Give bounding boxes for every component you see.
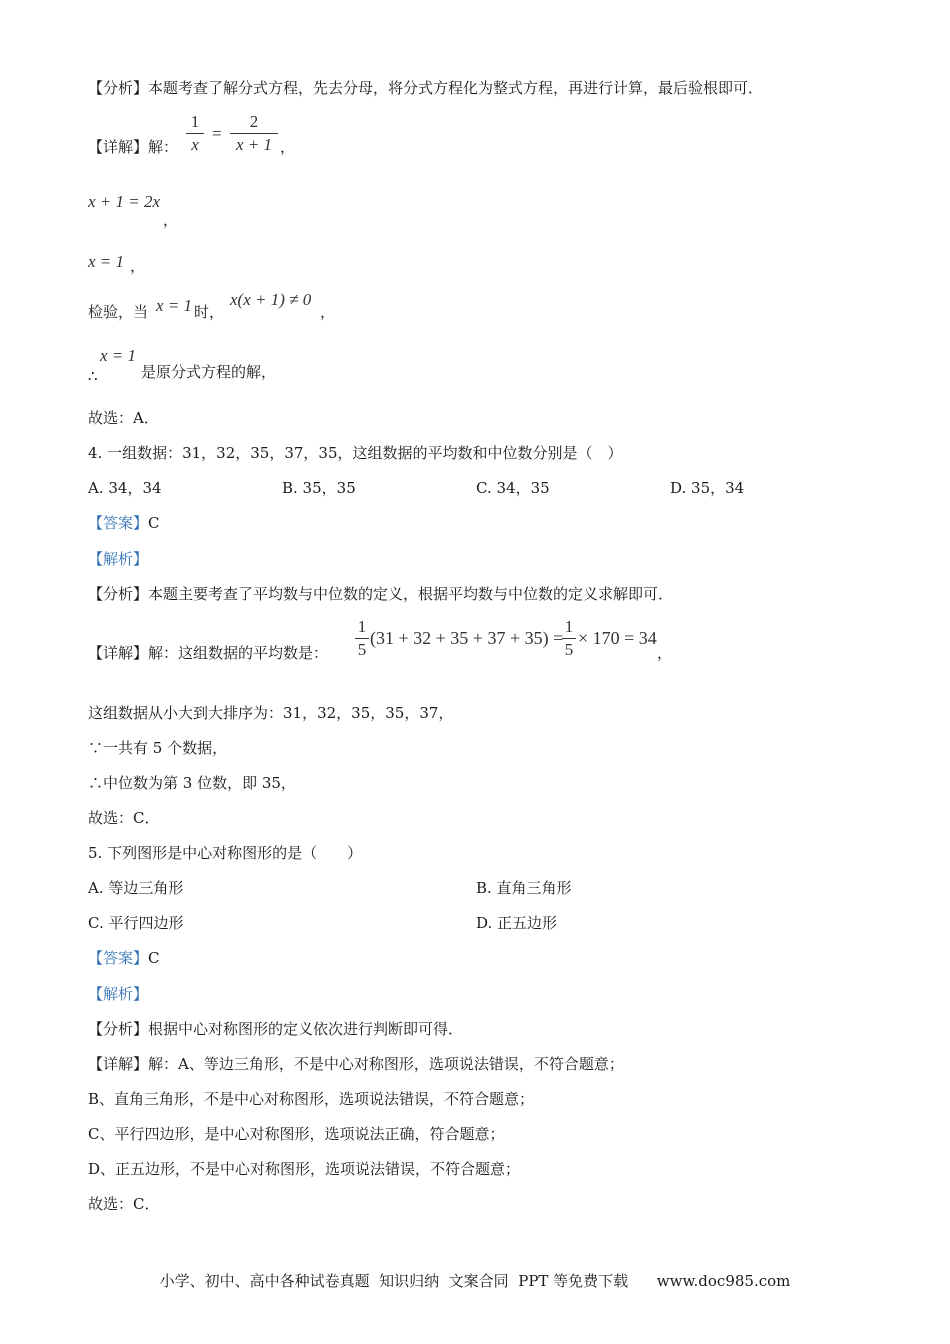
analysis-tag: 【分析】 (88, 79, 149, 97)
detail-prefix: 解： (148, 138, 179, 156)
analysis-tag: 【分析】 (88, 1020, 149, 1038)
answer-tag: 【答案】 (88, 514, 149, 532)
q3-choose: 故选：A． (88, 409, 159, 427)
q4-option-d: D. 35，34 (670, 479, 745, 497)
step-equation-2: x + 1 = 2x (88, 192, 161, 211)
step-equation-3: x = 1 (88, 252, 125, 271)
q4-option-c: C. 34，35 (476, 479, 550, 497)
fraction-bar (562, 638, 576, 639)
analysis-text: 本题考查了解分式方程，先去分母，将分式方程化为整式方程，再进行计算，最后验根即可． (148, 79, 764, 97)
q4-option-a: A. 34，34 (88, 479, 162, 497)
q5-option-b: B. 直角三角形 (476, 879, 572, 897)
answer-value: C (148, 949, 160, 967)
denominator: 5 (564, 640, 574, 659)
numerator: 1 (357, 617, 367, 636)
q4-sorted: 这组数据从小大到大排序为：31，32，35，35，37， (88, 704, 454, 722)
q4-count: ∵一共有 5 个数据， (88, 739, 228, 757)
q4-choose: 故选：C． (88, 809, 160, 827)
denominator: x + 1 (235, 135, 273, 154)
page-footer: 小学、初中、高中各种试卷真题 知识归纳 文案合同 PPT 等免费下载 www.doc985.com (159, 1272, 791, 1290)
q5-choose: 故选：C． (88, 1195, 160, 1213)
answer-tag: 【答案】 (88, 949, 149, 967)
q4-detail-line (88, 643, 328, 663)
analysis-text: 本题主要考查了平均数与中位数的定义，根据平均数与中位数的定义求解即可． (148, 585, 674, 603)
detail-text: 解：A、等边三角形，不是中心对称图形，选项说法错误，不符合题意； (148, 1055, 624, 1073)
q5-option-d: D. 正五边形 (476, 914, 558, 932)
check-math-d: x(x + 1) ≠ 0 (230, 290, 312, 309)
comma: ， (163, 211, 179, 229)
comma: ， (280, 138, 296, 156)
check-text-a: 检验，当 (88, 303, 149, 321)
q4-analysis-line (88, 584, 673, 604)
q5-detail-line-c: C、平行四边形，是中心对称图形，选项说法正确，符合题意； (88, 1125, 505, 1143)
q4-option-b: B. 35，35 (282, 479, 356, 497)
denominator: x (191, 135, 199, 154)
result-expression: × 170 = 34 (578, 628, 657, 648)
numerator: 1 (190, 112, 200, 131)
q4-jiexi-tag: 【解析】 (88, 550, 149, 568)
fraction-1-over-x (186, 112, 204, 155)
q4-question: 4. 一组数据：31，32，35，37，35，这组数据的平均数和中位数分别是（ ） (88, 444, 623, 462)
therefore-text: 是原分式方程的解， (141, 363, 277, 381)
q4-answer-line (88, 513, 160, 533)
therefore-symbol: ∴ (88, 367, 98, 385)
detail-tag: 【详解】 (88, 138, 149, 156)
analysis-tag: 【分析】 (88, 585, 149, 603)
q3-detail-line (88, 137, 178, 157)
sum-expression: (31 + 32 + 35 + 37 + 35) = (370, 628, 564, 648)
comma: ， (657, 644, 673, 662)
fraction-bar (355, 638, 369, 639)
fraction-2-over-x-plus-1 (230, 112, 278, 155)
fraction-one-fifth (355, 617, 369, 660)
therefore-math: x = 1 (100, 346, 137, 365)
q5-analysis-line (88, 1019, 463, 1039)
fraction-bar (230, 133, 278, 134)
check-math-b: x = 1 (156, 296, 193, 315)
analysis-text: 根据中心对称图形的定义依次进行判断即可得． (148, 1020, 464, 1038)
numerator: 1 (564, 617, 574, 636)
q5-detail-line-d: D、正五边形，不是中心对称图形，选项说法错误，不符合题意； (88, 1160, 521, 1178)
fraction-bar (186, 133, 204, 134)
comma: ， (320, 303, 336, 321)
q5-answer-line (88, 948, 160, 968)
q5-detail-line-a (88, 1054, 624, 1074)
comma: ， (130, 257, 146, 275)
equals-sign: = (212, 124, 222, 143)
q5-option-a: A. 等边三角形 (88, 879, 184, 897)
fraction-one-fifth-2 (562, 617, 576, 660)
q3-analysis-line (88, 78, 763, 98)
denominator: 5 (357, 640, 367, 659)
q4-median: ∴中位数为第 3 位数，即 35， (88, 774, 296, 792)
numerator: 2 (249, 112, 259, 131)
detail-tag: 【详解】 (88, 644, 149, 662)
check-text-c: 时， (194, 303, 225, 321)
q5-jiexi-tag: 【解析】 (88, 985, 149, 1003)
detail-tag: 【详解】 (88, 1055, 149, 1073)
answer-value: C (148, 514, 160, 532)
q5-question: 5. 下列图形是中心对称图形的是（ ） (88, 844, 363, 862)
q5-option-c: C. 平行四边形 (88, 914, 184, 932)
q5-detail-line-b: B、直角三角形，不是中心对称图形，选项说法错误，不符合题意； (88, 1090, 535, 1108)
detail-text: 解：这组数据的平均数是： (148, 644, 329, 662)
